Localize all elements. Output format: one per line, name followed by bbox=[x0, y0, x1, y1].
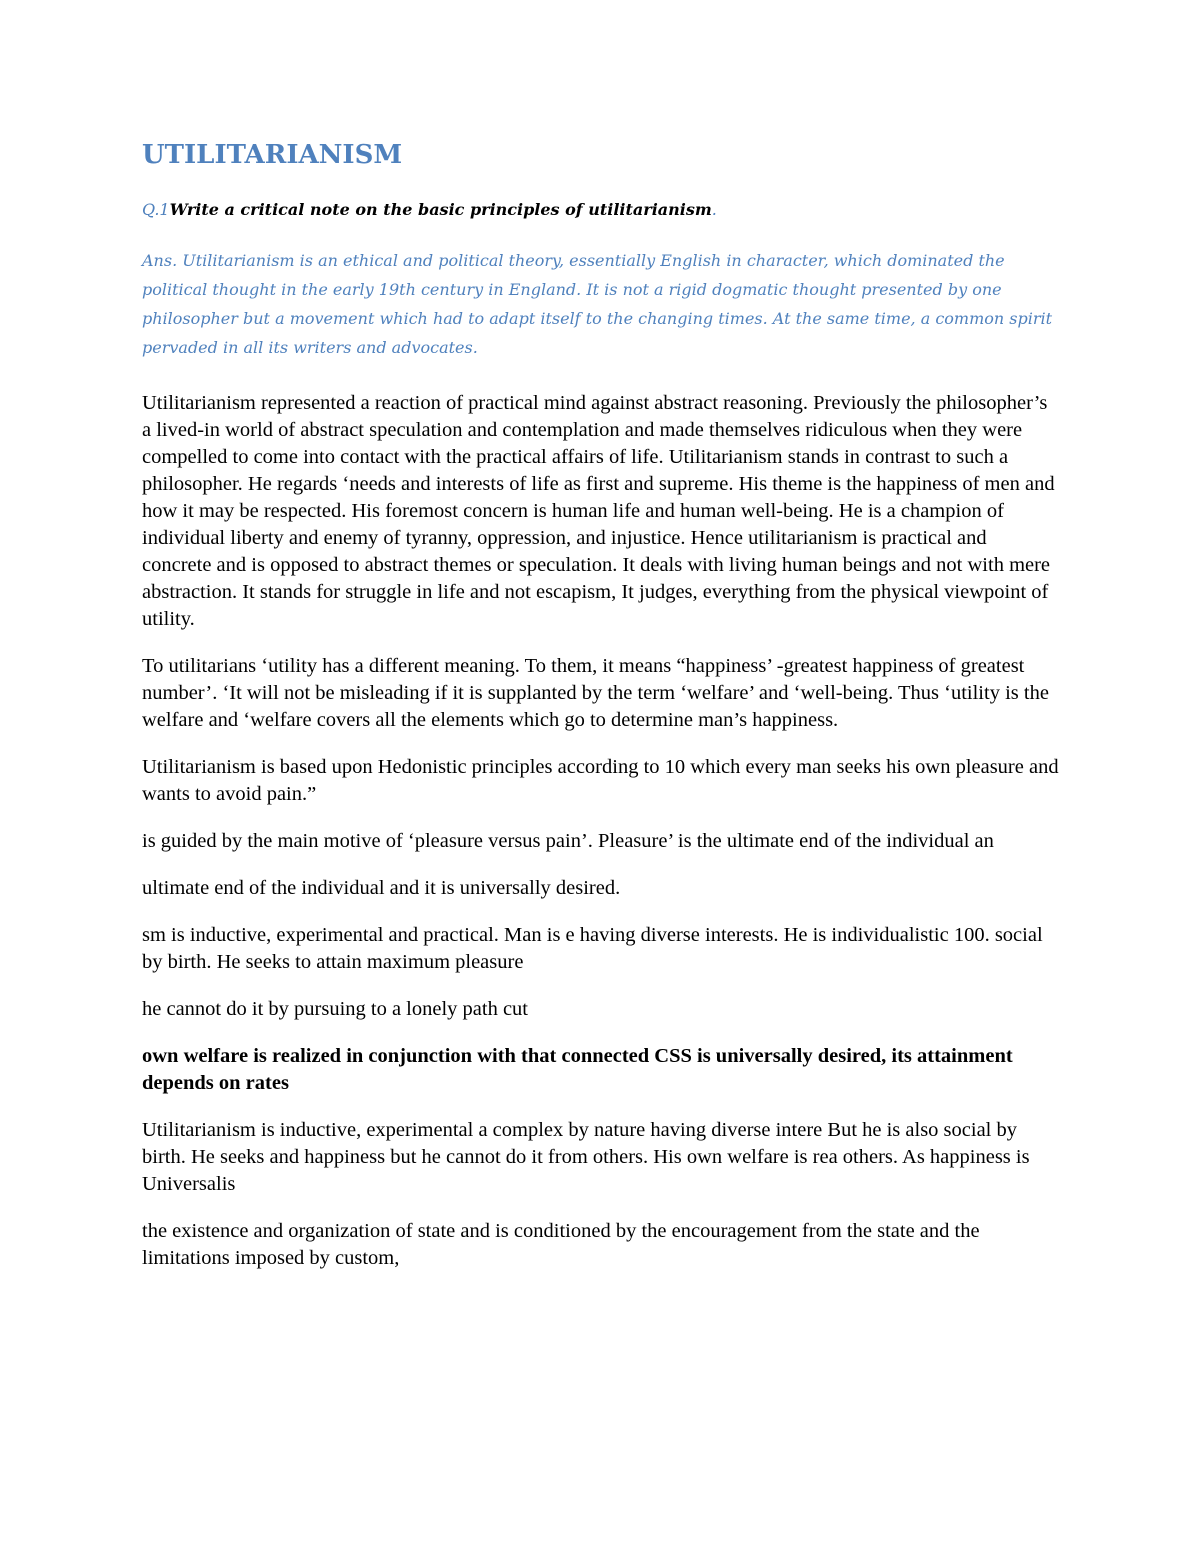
body-paragraph-4: is guided by the main motive of ‘pleasure versus pain’. Pleasure’ is the ultimate end of the individual an bbox=[142, 830, 994, 852]
question-end: . bbox=[711, 200, 717, 219]
question-text: Write a critical note on the basic principles of utilitarianism bbox=[169, 200, 712, 219]
body-paragraph-1: Utilitarianism represented a reaction of practical mind against abstract reasoning. Previously the philosopher’s a lived-in world of abstract speculation and contemplation and made themselves ridiculous when they were compelled to come into contact with the practical affairs of life. Utilitarianism stands in contrast to such a philosopher. He regards ‘needs and interests of life as first and supreme. His theme is the happiness of men and how it may be respected. His foremost concern is human life and human well-being. He is a champion of individual liberty and enemy of tyranny, oppression, and injustice. Hence utilitarianism is practical and concrete and is opposed to abstract themes or speculation. It deals with living human beings and not with mere abstraction. It stands for struggle in life and not escapism, It judges, everything from the physical viewpoint of utility. bbox=[142, 392, 1055, 630]
body-paragraph-9: Utilitarianism is inductive, experimental a complex by nature having diverse intere But he is also social by birth. He seeks and happiness but he cannot do it from others. His own welfare is rea others. As happiness is Universalis bbox=[142, 1119, 1030, 1195]
body-paragraph-bold: own welfare is realized in conjunction with that connected CSS is universally desired, its attainment depends on rates bbox=[142, 1045, 1013, 1094]
body-paragraph-2: To utilitarians ‘utility has a different meaning. To them, it means “happiness’ -greatest happiness of greatest number’. ‘It will not be misleading if it is supplanted by the term ‘welfare’ and ‘well-being. Thus ‘utility is the welfare and ‘welfare covers all the elements which go to determine man’s happiness. bbox=[142, 655, 1049, 731]
body-paragraph-3: Utilitarianism is based upon Hedonistic principles according to 10 which every man seeks his own pleasure and wants to avoid pain.” bbox=[142, 756, 1059, 805]
body-paragraph-10: the existence and organization of state and is conditioned by the encouragement from the state and the limitations imposed by custom, bbox=[142, 1220, 980, 1269]
body-paragraph-5: ultimate end of the individual and it is universally desired. bbox=[142, 877, 621, 899]
body-paragraph-7: he cannot do it by pursuing to a lonely path cut bbox=[142, 998, 529, 1020]
body-paragraph-6: sm is inductive, experimental and practical. Man is e having diverse interests. He is individualistic 100. social by birth. He seeks to attain maximum pleasure bbox=[142, 924, 1043, 973]
question-line bbox=[142, 200, 1060, 219]
answer-paragraph: Ans. Utilitarianism is an ethical and political theory, essentially English in character, which dominated the political thought in the early 19th century in England. It is not a rigid dogmatic thought presented by one philosopher but a movement which had to adapt itself to the changing times. At the same time, a common spirit pervaded in all its writers and advocates. bbox=[142, 251, 1053, 357]
document-title: UTILITARIANISM bbox=[142, 140, 403, 170]
document-page bbox=[142, 140, 1060, 1292]
question-number: Q.1 bbox=[142, 200, 170, 219]
